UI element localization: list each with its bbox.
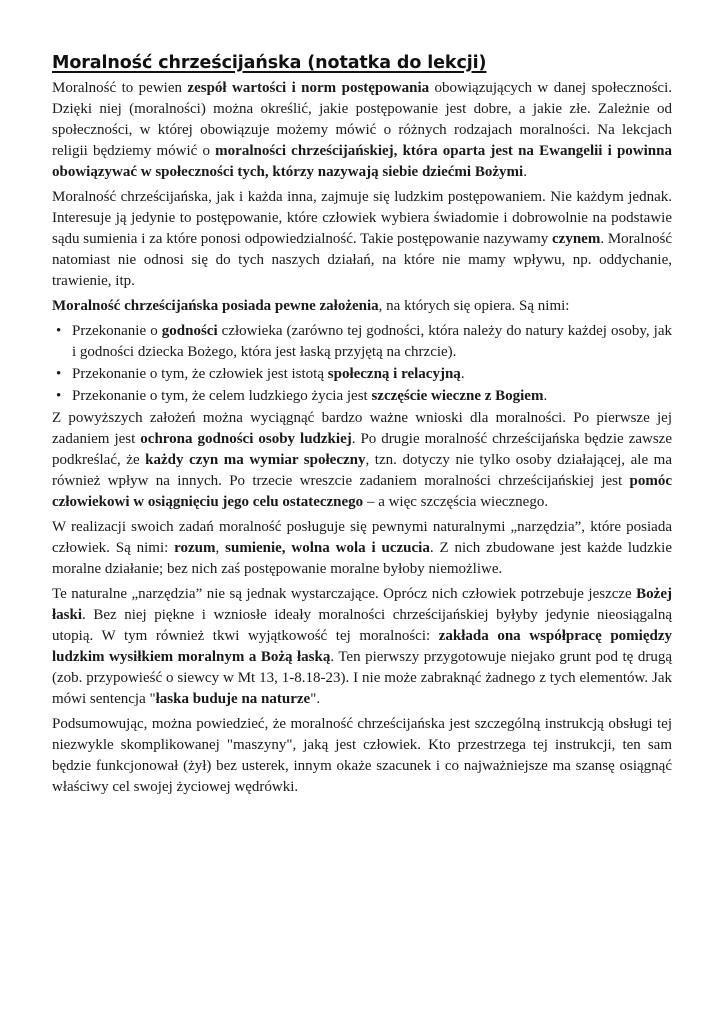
document-page [52,50,672,802]
paragraph-conclusions: Z powyższych założeń można wyciągnąć bardzo ważne wnioski dla moralności. Po pierwsze jej zadaniem jest ochrona godności osoby ludzkiej. Po drugie moralność chrześcijańska będzie zawsze podkreślać, że każdy czyn ma wymiar społeczny, tzn. dotyczy nie tylko osoby działającej, ale ma również wpływ na innych. Po trzecie wreszcie zadaniem moralności chrześcijańskiej jest pomóc człowiekowi w osiągnięciu jego celu ostatecznego – a więc szczęścia wiecznego. [52,410,672,510]
bullet-icon: • [56,388,62,404]
bullet-icon: • [56,366,62,382]
paragraph-human-action: Moralność chrześcijańska, jak i każda inna, zajmuje się ludzkim postępowaniem. Nie każdym jednak. Interesuje ją jedynie to postępowanie, które człowiek wybiera świadomie i dobrowolnie na podstawie sądu sumienia i za które ponosi odpowiedzialność. Takie postępowanie nazywamy czynem. Moralność natomiast nie odnosi się do tych naszych działań, na które nie mamy wpływu, np. oddychanie, trawienie, itp. [52,189,673,289]
list-item: • Przekonanie o tym, że człowiek jest istotą społeczną i relacyjną. [72,364,672,385]
bullet-icon: • [56,323,62,339]
paragraph-grace: Te naturalne „narzędzia” nie są jednak wystarczające. Oprócz nich człowiek potrzebuje jeszcze Bożej łaski. Bez niej piękne i wzniosłe ideały moralności chrześcijańskiej byłyby jedynie nieosiągalną utopią. W tym również tkwi wyjątkowość tej moralności: zakłada ona współpracę pomiędzy ludzkim wysiłkiem moralnym a Bożą łaską. Ten pierwszy przygotowuje niejako grunt pod tę drugą (zob. przypowieść o siewcy w Mt 13, 1-8.18-23). I nie może zabraknąć żadnego z tych elementów. Jak mówi sentencja "łaska buduje na naturze". [52,586,672,707]
paragraph-definition: Moralność to pewien zespół wartości i norm postępowania obowiązujących w danej społeczności. Dzięki niej (moralności) można określić, jakie postępowanie jest dobre, a jakie złe. Zależnie od społeczności, w której obowiązuje możemy mówić o różnych rodzajach moralności. Na lekcjach religii będziemy mówić o moralności chrześcijańskiej, która oparta jest na Ewangelii i powinna obowiązywać w społeczności tych, którzy nazywają siebie dziećmi Bożymi. [52,80,672,180]
list-item: • Przekonanie o tym, że celem ludzkiego życia jest szczęście wieczne z Bogiem. [72,386,672,407]
list-item: • Przekonanie o godności człowieka (zarówno tej godności, która należy do natury każdej osoby, jak i godności dziecka Bożego, która jest łaską przyjętą na chrzcie). [56,323,673,360]
paragraph-summary: Podsumowując, można powiedzieć, że moralność chrześcijańska jest szczególną instrukcją obsługi tej niezwykle skomplikowanej "maszyny", jaką jest człowiek. Kto przestrzega tej instrukcji, ten sam będzie funkcjonował (żył) bez usterek, innym okaże szacunek i co najważniejsze ma szansę osiągnąć właściwy cel swojej życiowej wędrówki. [52,716,672,795]
paragraph-assumptions-intro: Moralność chrześcijańska posiada pewne założenia, na których się opiera. Są nimi: [52,298,570,314]
assumptions-list [52,321,672,407]
paragraph-natural-tools: W realizacji swoich zadań moralność posługuje się pewnymi naturalnymi „narzędzia”, które posiada człowiek. Są nimi: rozum, sumienie, wolna wola i uczucia. Z nich zbudowane jest każde ludzkie moralne działanie; bez nich zaś postępowanie moralne byłoby niemożliwe. [52,519,672,577]
page-title: Moralność chrześcijańska (notatka do lekcji) [52,53,487,73]
